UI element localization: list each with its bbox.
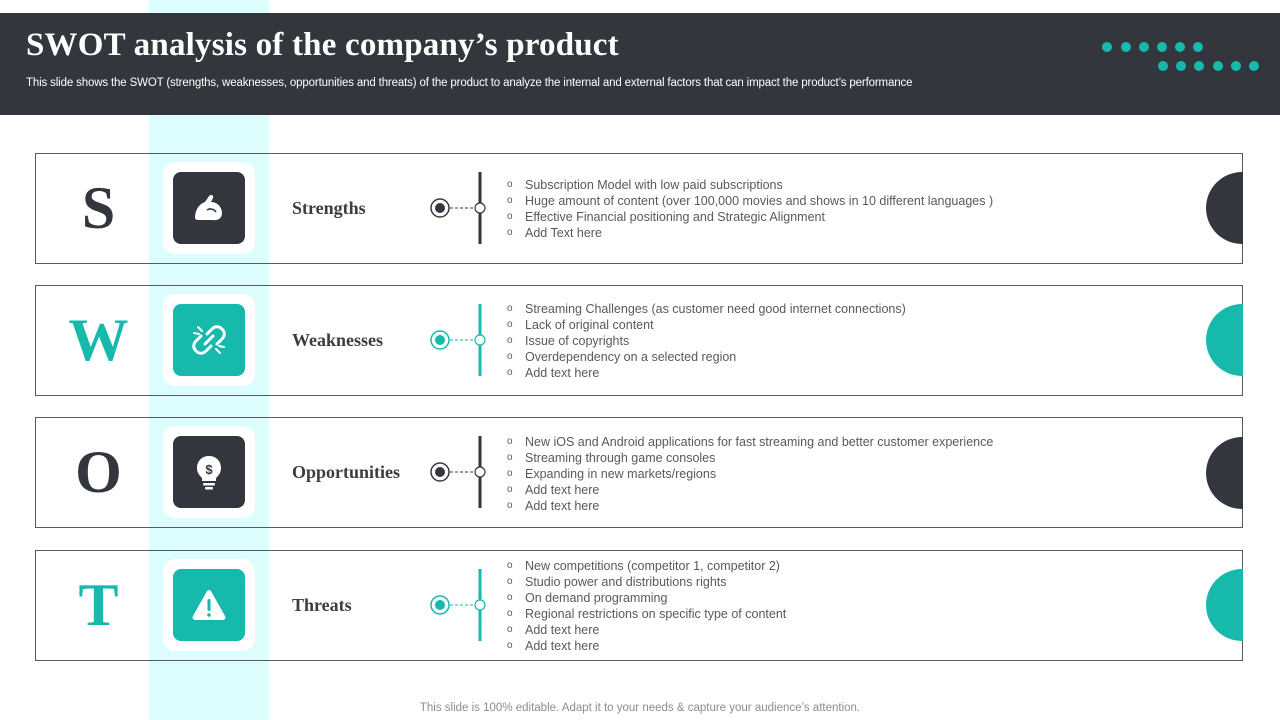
list-item: o Add text here <box>507 499 600 513</box>
swot-letter-w: W <box>68 307 129 373</box>
list-item: o Lack of original content <box>507 318 654 332</box>
weaknesses-connector <box>425 285 495 396</box>
list-item: o Overdependency on a selected region <box>507 350 737 364</box>
swot-letter-o: O <box>75 439 122 505</box>
threats-icon-tile <box>173 569 245 641</box>
list-item: o Streaming Challenges (as customer need good internet connections) <box>507 302 906 316</box>
svg-text:$: $ <box>205 462 213 477</box>
opportunities-icon-frame <box>163 426 255 518</box>
list-item: o Add text here <box>507 623 600 637</box>
list-item: o New iOS and Android applications for fast streaming and better customer experience <box>507 435 994 449</box>
flexed-bicep-icon <box>189 188 229 228</box>
list-item: o On demand programming <box>507 591 668 605</box>
weaknesses-icon-tile <box>173 304 245 376</box>
list-item: o New competitions (competitor 1, competitor 2) <box>507 559 780 573</box>
list-item: o Subscription Model with low paid subscriptions <box>507 178 783 192</box>
threats-bullet-list <box>507 558 786 654</box>
opportunities-bullet-list <box>507 434 993 514</box>
threats-connector <box>425 550 495 661</box>
swot-letter-t: T <box>78 572 119 638</box>
warning-triangle-icon <box>189 585 229 625</box>
list-item: o Add text here <box>507 483 600 497</box>
page-subtitle: This slide shows the SWOT (strengths, weaknesses, opportunities and threats) of the product to analyze the internal and external factors that can impact the product’s performance <box>26 77 913 89</box>
list-item: o Expanding in new markets/regions <box>507 467 717 481</box>
list-item: o Add text here <box>507 366 600 380</box>
strengths-connector <box>425 153 495 264</box>
decorative-dots <box>0 0 1280 115</box>
list-item: o Huge amount of content (over 100,000 movies and shows in 10 different languages ) <box>507 194 994 208</box>
strengths-bullet-list <box>507 177 993 241</box>
lightbulb-dollar-icon <box>189 452 229 492</box>
list-item: o Studio power and distributions rights <box>507 575 727 589</box>
swot-label-threats: Threats <box>292 595 352 615</box>
list-item: o Effective Financial positioning and Strategic Alignment <box>507 210 825 224</box>
strengths-icon-frame <box>163 162 255 254</box>
swot-letter-s: S <box>81 175 116 241</box>
list-item: o Add Text here <box>507 226 602 240</box>
list-item: o Issue of copyrights <box>507 334 630 348</box>
footer-note: This slide is 100% editable. Adapt it to your needs & capture your audience’s attention. <box>419 702 861 714</box>
threats-icon-frame <box>163 559 255 651</box>
opportunities-icon-tile <box>173 436 245 508</box>
weaknesses-bullet-list <box>507 301 906 381</box>
page-title: SWOT analysis of the company’s product <box>26 27 619 63</box>
swot-label-weaknesses: Weaknesses <box>292 330 384 350</box>
list-item: o Add text here <box>507 639 600 653</box>
swot-label-opportunities: Opportunities <box>292 462 401 482</box>
swot-label-strengths: Strengths <box>292 198 366 218</box>
opportunities-connector <box>425 417 495 528</box>
list-item: o Regional restrictions on specific type of content <box>507 607 787 621</box>
strengths-icon-tile <box>173 172 245 244</box>
weaknesses-icon-frame <box>163 294 255 386</box>
list-item: o Streaming through game consoles <box>507 451 716 465</box>
broken-link-icon <box>189 320 229 360</box>
